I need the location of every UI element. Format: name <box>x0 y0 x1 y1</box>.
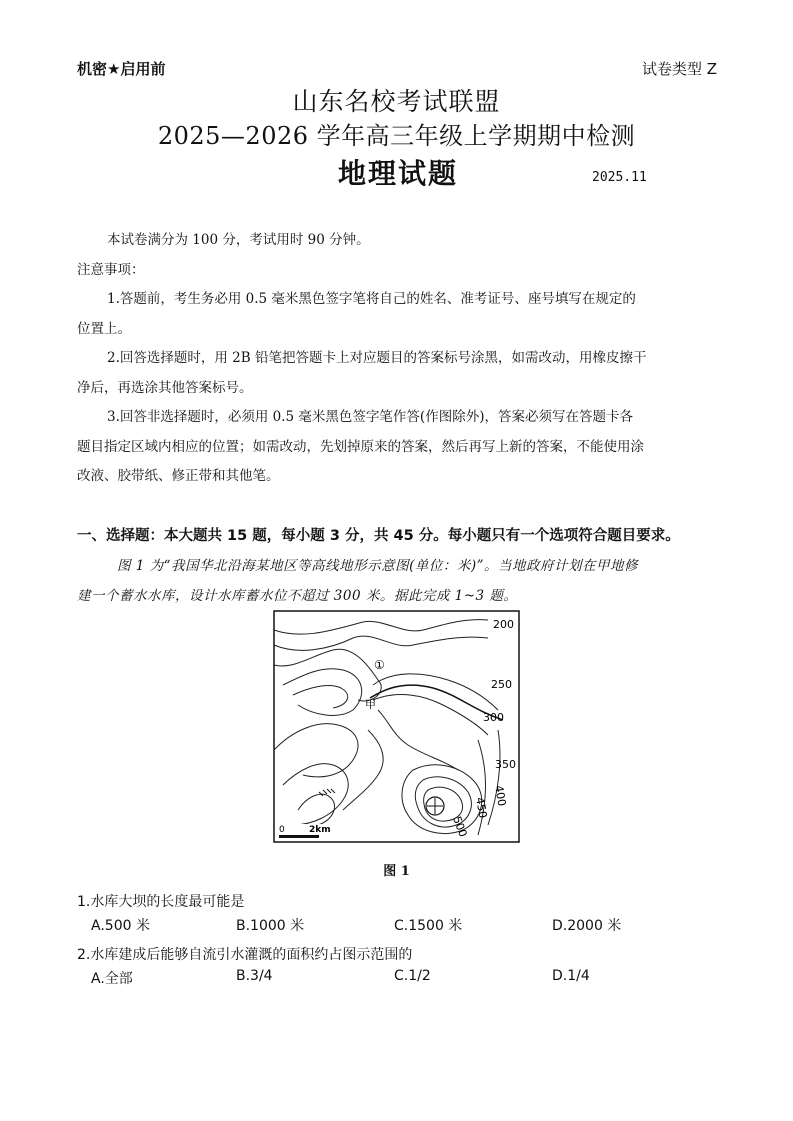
note-3-line-1: 3.回答非选择题时，必须用 0.5 毫米黑色签字笔作答(作图除外)，答案必须写在答题卡各 <box>107 409 633 425</box>
question-1-option-a: A.500 米 <box>91 918 150 934</box>
question-1-option-d: D.2000 米 <box>552 918 622 934</box>
section-heading: 一、选择题：本大题共 15 题，每小题 3 分，共 45 分。每小题只有一个选项符合题目要求。 <box>77 528 680 544</box>
scale-distance-label: 2km <box>309 825 331 835</box>
question-2-option-d: D.1/4 <box>552 968 590 984</box>
contour-label: 500 <box>450 814 470 839</box>
note-1-line-2: 位置上。 <box>77 321 131 337</box>
figure-caption: 图 1 <box>383 864 410 879</box>
marker-1-label: ① <box>374 658 385 672</box>
question-1-stem: 1.水库大坝的长度最可能是 <box>77 894 245 910</box>
note-1-line-1: 1.答题前，考生务必用 0.5 毫米黑色签字笔将自己的姓名、准考证号、座号填写在规定的 <box>107 291 636 307</box>
contour-label: 350 <box>495 758 516 771</box>
contour-label: 250 <box>491 678 512 691</box>
contour-label: 450 <box>473 796 490 820</box>
confidential-label: 机密★启用前 <box>77 60 166 78</box>
question-2-option-b: B.3/4 <box>236 968 273 984</box>
note-2-line-1: 2.回答选择题时，用 2B 铅笔把答题卡上对应题目的答案标号涂黑，如需改动，用橡皮擦干 <box>107 350 647 366</box>
exam-date: 2025.11 <box>592 170 647 185</box>
exam-term-title: 2025—2026 学年高三年级上学期期中检测 <box>157 122 636 150</box>
question-1-option-b: B.1000 米 <box>236 918 305 934</box>
notes-heading: 注意事项： <box>77 262 145 278</box>
note-3-line-3: 改液、胶带纸、修正带和其他笔。 <box>77 468 280 484</box>
question-2-option-c: C.1/2 <box>394 968 431 984</box>
contour-map <box>273 610 520 843</box>
contour-label: 200 <box>493 618 514 631</box>
scale-bar <box>279 835 319 838</box>
point-jia-label: 甲 <box>365 698 376 711</box>
subject-title: 地理试题 <box>338 157 459 190</box>
question-2-option-a: A.全部 <box>91 971 133 987</box>
question-stem-line-2: 建一个蓄水水库，设计水库蓄水位不超过 300 米。据此完成 1~3 题。 <box>77 588 518 604</box>
contour-label: 400 <box>492 784 509 808</box>
question-stem-line-1: 图 1 为“我国华北沿海某地区等高线地形示意图(单位：米)”。当地政府计划在甲地修 <box>117 558 639 574</box>
note-3-line-2: 题目指定区域内相应的位置；如需改动，先划掉原来的答案，然后再写上新的答案，不能使用涂 <box>77 439 644 455</box>
score-time-note: 本试卷满分为 100 分，考试用时 90 分钟。 <box>107 232 370 248</box>
contour-map-figure <box>273 610 520 843</box>
note-2-line-2: 净后，再选涂其他答案标号。 <box>77 380 253 396</box>
question-1-option-c: C.1500 米 <box>394 918 463 934</box>
exam-alliance-title: 山东名校考试联盟 <box>292 87 501 116</box>
scale-zero-label: 0 <box>279 825 285 835</box>
question-2-stem: 2.水库建成后能够自流引水灌溉的面积约占图示范围的 <box>77 947 413 963</box>
contour-label: 300 <box>483 711 504 724</box>
paper-type-label: 试卷类型 Z <box>641 60 717 78</box>
